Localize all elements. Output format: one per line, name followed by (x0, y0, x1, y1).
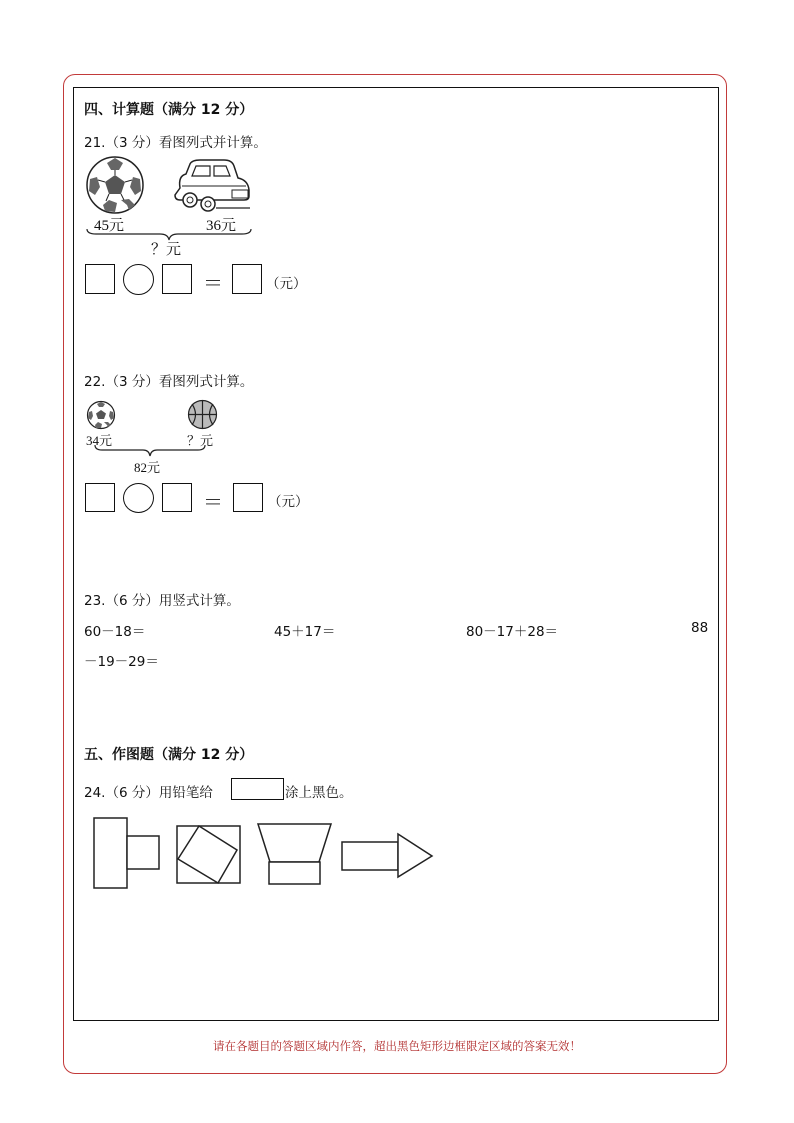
q23-expression-4-end: －19－29＝ (84, 654, 159, 670)
q24-prompt-end: 涂上黑色。 (285, 785, 353, 801)
soccer-ball-icon (86, 400, 116, 430)
q24-prompt-start: 24.（6 分）用铅笔给 (84, 785, 213, 801)
q22-equals-sign: ＝ (203, 490, 223, 514)
q21-operator-circle[interactable] (123, 264, 154, 295)
q22-prompt: 22.（3 分）看图列式计算。 (84, 374, 254, 390)
q22-price-soccer: 34元 (86, 433, 113, 448)
answer-area-notice: 请在各题目的答题区域内作答，超出黑色矩形边框限定区域的答案无效！ (213, 1039, 581, 1053)
q23-expression-1: 60－18＝ (84, 624, 146, 640)
toy-car-icon (172, 158, 252, 214)
q21-prompt: 21.（3 分）看图列式并计算。 (84, 135, 267, 151)
q22-total-brace (94, 444, 206, 458)
q23-prompt: 23.（6 分）用竖式计算。 (84, 593, 240, 609)
q21-total: ？元 (151, 242, 182, 258)
q23-expression-4-start: 88 (691, 620, 709, 636)
q24-shape-figure-4[interactable] (340, 832, 436, 880)
q22-answer-box-2[interactable] (162, 483, 192, 512)
q22-price-basketball: ？元 (187, 433, 214, 448)
q22-answer-box-3[interactable] (233, 483, 263, 512)
q21-price-ball: 45元 (94, 218, 125, 234)
q22-answer-box-1[interactable] (85, 483, 115, 512)
q23-expression-3: 80－17＋28＝ (466, 624, 559, 640)
q24-shape-figure-3[interactable] (256, 822, 334, 888)
q21-price-car: 36元 (206, 218, 237, 234)
q21-equals-sign: ＝ (203, 271, 223, 295)
q22-total: 82元 (134, 460, 161, 475)
q21-unit: （元） (266, 276, 307, 292)
q22-operator-circle[interactable] (123, 483, 154, 513)
section-4-title: 四、计算题（满分 12 分） (84, 102, 254, 118)
basketball-icon (187, 399, 218, 430)
q22-unit: （元） (268, 494, 309, 510)
q23-expression-2: 45＋17＝ (274, 624, 336, 640)
soccer-ball-icon (85, 155, 145, 215)
q24-shape-figure-2[interactable] (175, 824, 243, 886)
q24-rectangle-sample (231, 778, 284, 800)
q21-answer-box-3[interactable] (232, 264, 262, 294)
q21-answer-box-1[interactable] (85, 264, 115, 294)
q21-answer-box-2[interactable] (162, 264, 192, 294)
q24-shape-figure-1[interactable] (92, 816, 162, 890)
section-5-title: 五、作图题（满分 12 分） (84, 747, 254, 763)
